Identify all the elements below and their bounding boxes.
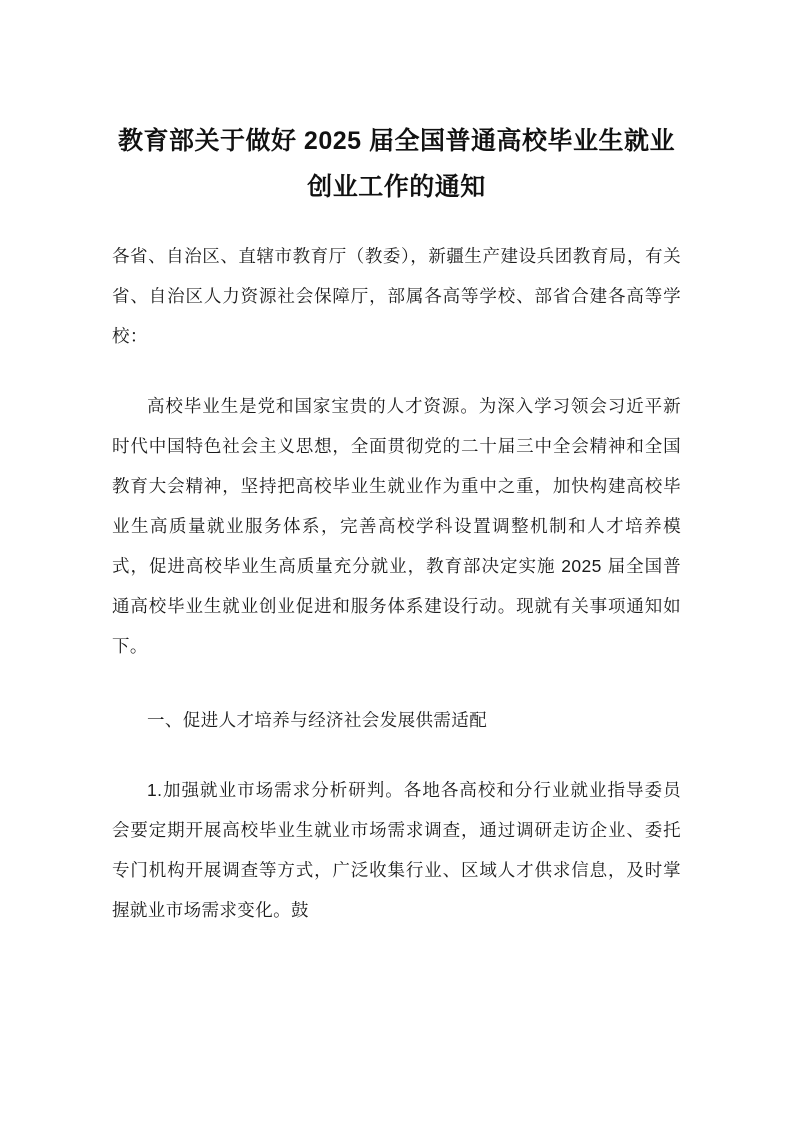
page-title: 教育部关于做好 2025 届全国普通高校毕业生就业创业工作的通知 — [117, 127, 675, 201]
spacer — [112, 666, 681, 700]
section-1-paragraph-1: 1.加强就业市场需求分析研判。各地各高校和分行业就业指导委员会要定期开展高校毕业生就业市场需求调查，通过调研走访企业、委托专门机构开展调查等方式，广泛收集行业、区域人才供求信息，及时掌握就业市场需求变化。鼓 — [112, 780, 681, 920]
recipients-paragraph: 各省、自治区、直辖市教育厅（教委），新疆生产建设兵团教育局，有关省、自治区人力资源社会保障厅，部属各高等学校、部省合建各高等学校： — [112, 246, 681, 346]
spacer — [112, 740, 681, 770]
section-heading-1: 一、促进人才培养与经济社会发展供需适配 — [147, 710, 488, 730]
opening-paragraph: 高校毕业生是党和国家宝贵的人才资源。为深入学习领会习近平新时代中国特色社会主义思想，全面贯彻党的二十届三中全会精神和全国教育大会精神，坚持把高校毕业生就业作为重中之重，加快构建高校毕业生高质量就业服务体系，完善高校学科设置调整机制和人才培养模式，促进高校毕业生高质量充分就业，教育部决定实施 2025 届全国普通高校毕业生就业创业促进和服务体系建设行动。现就有关事项通知如下。 — [112, 396, 681, 656]
spacer — [112, 356, 681, 386]
